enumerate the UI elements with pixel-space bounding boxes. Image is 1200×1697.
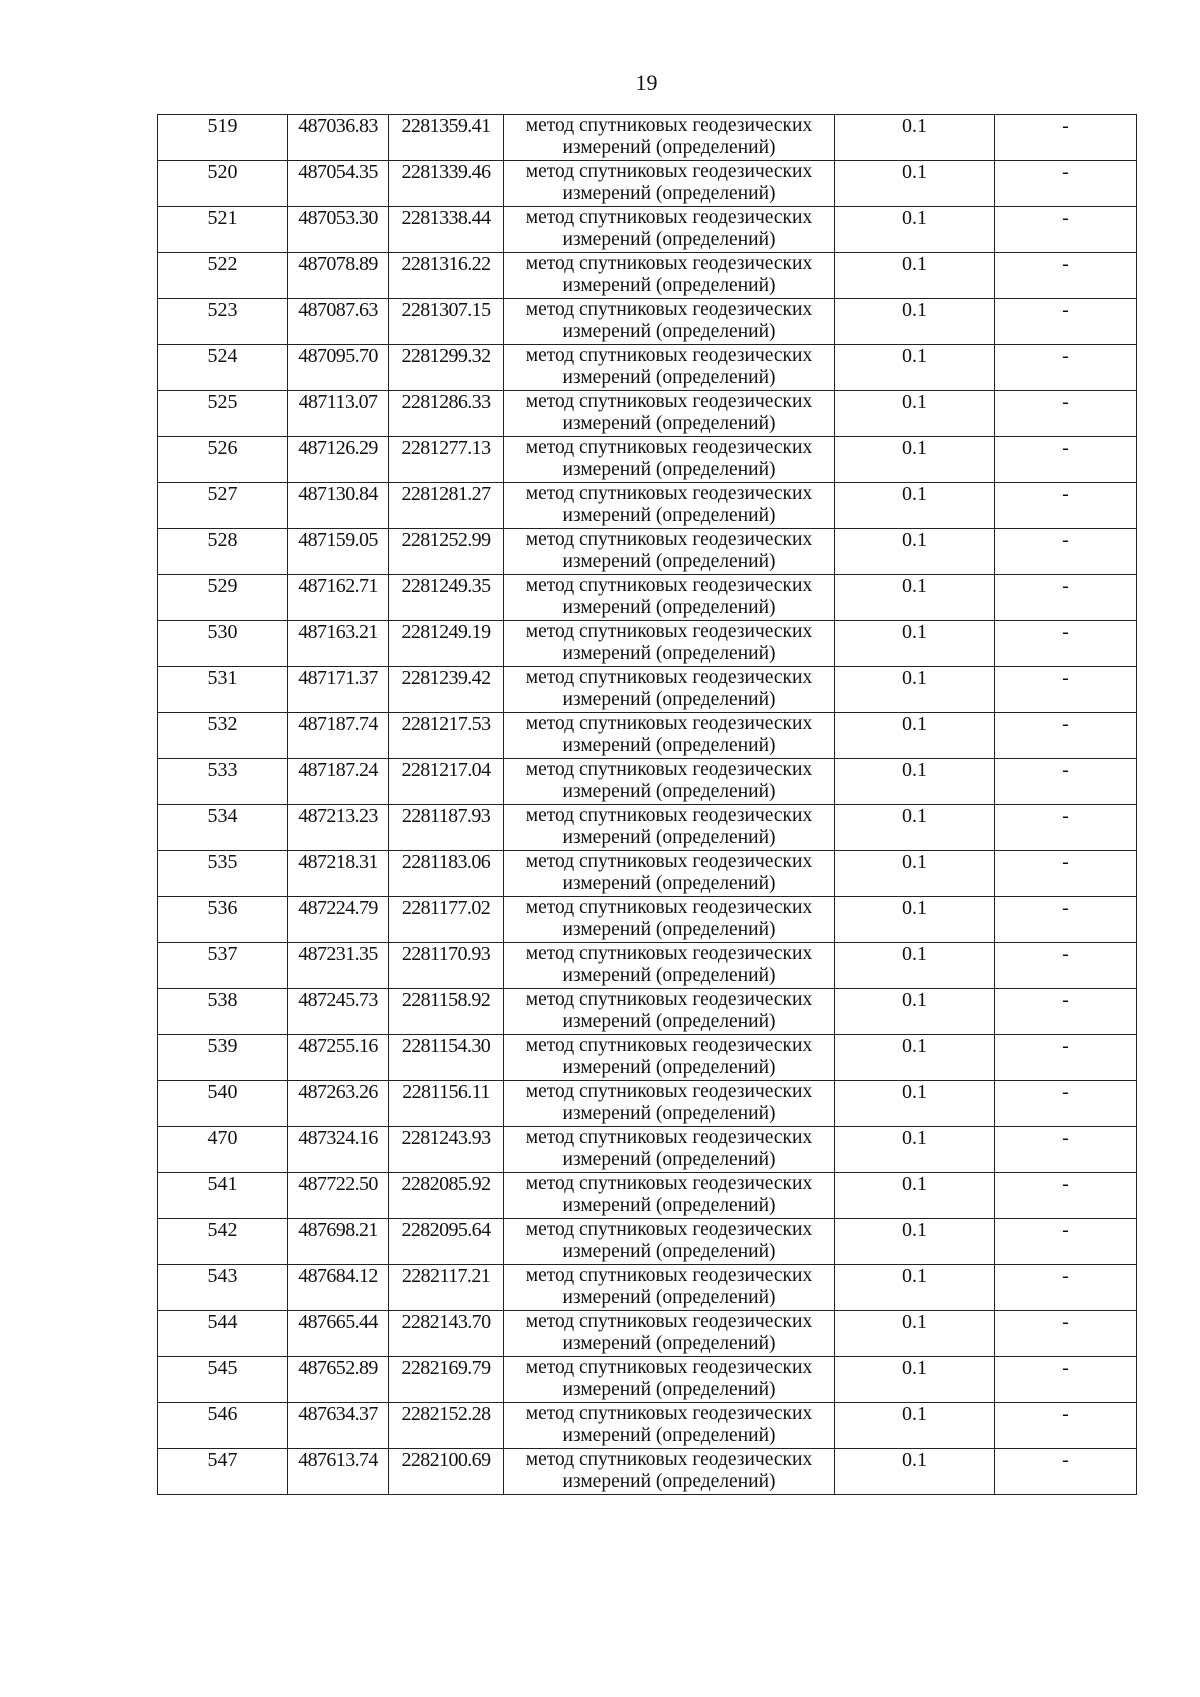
method-cell [504,1035,835,1081]
description-cell: - [995,1127,1137,1173]
x-coordinate-cell: 487126.29 [288,437,389,483]
method-line-2: измерений (определений) [562,275,776,296]
method-line-1: метод спутниковых геодезических [525,805,813,826]
method-line-1: метод спутниковых геодезических [525,713,813,734]
method-cell [504,575,835,621]
method-line-1: метод спутниковых геодезических [525,161,813,182]
method-line-2: измерений (определений) [562,505,776,526]
table-row [158,1173,1137,1219]
description-cell: - [995,1219,1137,1265]
description-cell: - [995,437,1137,483]
method-line-1: метод спутниковых геодезических [525,1449,813,1470]
method-line-1: метод спутниковых геодезических [525,621,813,642]
accuracy-cell: 0.1 [835,1173,995,1219]
description-cell: - [995,897,1137,943]
y-coordinate-cell: 2281183.06 [389,851,504,897]
method-line-1: метод спутниковых геодезических [525,1403,813,1424]
x-coordinate-cell: 487130.84 [288,483,389,529]
table-row [158,805,1137,851]
y-coordinate-cell: 2281158.92 [389,989,504,1035]
x-coordinate-cell: 487263.26 [288,1081,389,1127]
method-line-2: измерений (определений) [562,1011,776,1032]
method-line-1: метод спутниковых геодезических [525,1311,813,1332]
method-cell [504,1219,835,1265]
method-line-2: измерений (определений) [562,1333,776,1354]
x-coordinate-cell: 487613.74 [288,1449,389,1495]
x-coordinate-cell: 487162.71 [288,575,389,621]
accuracy-cell: 0.1 [835,1357,995,1403]
y-coordinate-cell: 2281239.42 [389,667,504,713]
point-number-cell: 540 [158,1081,288,1127]
x-coordinate-cell: 487163.21 [288,621,389,667]
method-cell [504,1403,835,1449]
method-line-1: метод спутниковых геодезических [525,1265,813,1286]
accuracy-cell: 0.1 [835,1403,995,1449]
description-cell: - [995,299,1137,345]
x-coordinate-cell: 487171.37 [288,667,389,713]
x-coordinate-cell: 487053.30 [288,207,389,253]
y-coordinate-cell: 2282169.79 [389,1357,504,1403]
table-row [158,345,1137,391]
accuracy-cell: 0.1 [835,1219,995,1265]
y-coordinate-cell: 2281217.53 [389,713,504,759]
method-cell [504,529,835,575]
accuracy-cell: 0.1 [835,299,995,345]
accuracy-cell: 0.1 [835,713,995,759]
method-line-2: измерений (определений) [562,413,776,434]
method-line-1: метод спутниковых геодезических [525,529,813,550]
accuracy-cell: 0.1 [835,253,995,299]
method-line-1: метод спутниковых геодезических [525,1219,813,1240]
x-coordinate-cell: 487652.89 [288,1357,389,1403]
method-line-1: метод спутниковых геодезических [525,989,813,1010]
y-coordinate-cell: 2282117.21 [389,1265,504,1311]
accuracy-cell: 0.1 [835,1127,995,1173]
method-line-2: измерений (определений) [562,689,776,710]
y-coordinate-cell: 2281281.27 [389,483,504,529]
method-cell [504,1081,835,1127]
method-cell [504,345,835,391]
description-cell: - [995,207,1137,253]
method-cell [504,897,835,943]
point-number-cell: 546 [158,1403,288,1449]
point-number-cell: 519 [158,115,288,161]
y-coordinate-cell: 2282085.92 [389,1173,504,1219]
point-number-cell: 547 [158,1449,288,1495]
table-row [158,391,1137,437]
description-cell: - [995,1449,1137,1495]
point-number-cell: 470 [158,1127,288,1173]
accuracy-cell: 0.1 [835,391,995,437]
method-line-1: метод спутниковых геодезических [525,437,813,458]
description-cell: - [995,1357,1137,1403]
method-line-2: измерений (определений) [562,781,776,802]
point-number-cell: 529 [158,575,288,621]
point-number-cell: 526 [158,437,288,483]
method-cell [504,621,835,667]
y-coordinate-cell: 2281177.02 [389,897,504,943]
method-line-1: метод спутниковых геодезических [525,207,813,228]
table-row [158,1265,1137,1311]
description-cell: - [995,1173,1137,1219]
method-line-2: измерений (определений) [562,1471,776,1492]
point-number-cell: 525 [158,391,288,437]
y-coordinate-cell: 2281359.41 [389,115,504,161]
accuracy-cell: 0.1 [835,529,995,575]
description-cell: - [995,759,1137,805]
method-line-2: измерений (определений) [562,321,776,342]
accuracy-cell: 0.1 [835,1449,995,1495]
method-line-2: измерений (определений) [562,965,776,986]
description-cell: - [995,667,1137,713]
method-line-1: метод спутниковых геодезических [525,299,813,320]
accuracy-cell: 0.1 [835,161,995,207]
method-cell [504,943,835,989]
description-cell: - [995,1311,1137,1357]
description-cell: - [995,989,1137,1035]
point-number-cell: 537 [158,943,288,989]
method-line-2: измерений (определений) [562,1103,776,1124]
table-row [158,621,1137,667]
accuracy-cell: 0.1 [835,1311,995,1357]
description-cell: - [995,1403,1137,1449]
table-row [158,483,1137,529]
point-number-cell: 533 [158,759,288,805]
table-row [158,1357,1137,1403]
table-row [158,1035,1137,1081]
y-coordinate-cell: 2282095.64 [389,1219,504,1265]
accuracy-cell: 0.1 [835,437,995,483]
y-coordinate-cell: 2281249.35 [389,575,504,621]
method-line-1: метод спутниковых геодезических [525,253,813,274]
table-body [158,115,1137,1495]
method-line-2: измерений (определений) [562,1241,776,1262]
x-coordinate-cell: 487036.83 [288,115,389,161]
method-cell [504,1311,835,1357]
method-cell [504,253,835,299]
x-coordinate-cell: 487113.07 [288,391,389,437]
point-number-cell: 524 [158,345,288,391]
method-line-2: измерений (определений) [562,1195,776,1216]
coordinates-table [157,114,1137,1495]
table-row [158,897,1137,943]
point-number-cell: 544 [158,1311,288,1357]
y-coordinate-cell: 2281187.93 [389,805,504,851]
x-coordinate-cell: 487698.21 [288,1219,389,1265]
method-line-2: измерений (определений) [562,919,776,940]
y-coordinate-cell: 2281339.46 [389,161,504,207]
accuracy-cell: 0.1 [835,897,995,943]
x-coordinate-cell: 487078.89 [288,253,389,299]
table-row [158,529,1137,575]
method-cell [504,437,835,483]
method-line-2: измерений (определений) [562,597,776,618]
y-coordinate-cell: 2281286.33 [389,391,504,437]
table-row [158,575,1137,621]
description-cell: - [995,391,1137,437]
point-number-cell: 521 [158,207,288,253]
table-row [158,943,1137,989]
x-coordinate-cell: 487255.16 [288,1035,389,1081]
x-coordinate-cell: 487722.50 [288,1173,389,1219]
method-cell [504,483,835,529]
method-cell [504,759,835,805]
point-number-cell: 543 [158,1265,288,1311]
point-number-cell: 527 [158,483,288,529]
table-row [158,207,1137,253]
method-line-2: измерений (определений) [562,183,776,204]
accuracy-cell: 0.1 [835,759,995,805]
y-coordinate-cell: 2281154.30 [389,1035,504,1081]
accuracy-cell: 0.1 [835,345,995,391]
method-line-1: метод спутниковых геодезических [525,759,813,780]
method-cell [504,1449,835,1495]
method-line-2: измерений (определений) [562,1425,776,1446]
accuracy-cell: 0.1 [835,115,995,161]
method-cell [504,207,835,253]
table-row [158,1081,1137,1127]
method-line-2: измерений (определений) [562,137,776,158]
point-number-cell: 541 [158,1173,288,1219]
x-coordinate-cell: 487187.74 [288,713,389,759]
table-row [158,1311,1137,1357]
x-coordinate-cell: 487187.24 [288,759,389,805]
description-cell: - [995,529,1137,575]
description-cell: - [995,805,1137,851]
method-cell [504,391,835,437]
accuracy-cell: 0.1 [835,989,995,1035]
description-cell: - [995,1035,1137,1081]
method-line-1: метод спутниковых геодезических [525,897,813,918]
accuracy-cell: 0.1 [835,575,995,621]
point-number-cell: 545 [158,1357,288,1403]
method-line-2: измерений (определений) [562,367,776,388]
table-row [158,713,1137,759]
table-row [158,115,1137,161]
accuracy-cell: 0.1 [835,207,995,253]
method-cell [504,115,835,161]
method-line-2: измерений (определений) [562,459,776,480]
method-line-1: метод спутниковых геодезических [525,575,813,596]
point-number-cell: 520 [158,161,288,207]
accuracy-cell: 0.1 [835,667,995,713]
description-cell: - [995,713,1137,759]
y-coordinate-cell: 2281338.44 [389,207,504,253]
point-number-cell: 530 [158,621,288,667]
method-line-2: измерений (определений) [562,1287,776,1308]
method-line-1: метод спутниковых геодезических [525,345,813,366]
y-coordinate-cell: 2281299.32 [389,345,504,391]
x-coordinate-cell: 487218.31 [288,851,389,897]
description-cell: - [995,253,1137,299]
method-cell [504,805,835,851]
y-coordinate-cell: 2282152.28 [389,1403,504,1449]
x-coordinate-cell: 487634.37 [288,1403,389,1449]
description-cell: - [995,851,1137,897]
accuracy-cell: 0.1 [835,621,995,667]
x-coordinate-cell: 487324.16 [288,1127,389,1173]
table-row [158,253,1137,299]
y-coordinate-cell: 2281316.22 [389,253,504,299]
point-number-cell: 536 [158,897,288,943]
x-coordinate-cell: 487213.23 [288,805,389,851]
method-line-1: метод спутниковых геодезических [525,851,813,872]
y-coordinate-cell: 2281217.04 [389,759,504,805]
point-number-cell: 538 [158,989,288,1035]
method-cell [504,851,835,897]
point-number-cell: 539 [158,1035,288,1081]
method-line-1: метод спутниковых геодезических [525,1081,813,1102]
method-line-2: измерений (определений) [562,1057,776,1078]
y-coordinate-cell: 2281307.15 [389,299,504,345]
accuracy-cell: 0.1 [835,943,995,989]
x-coordinate-cell: 487159.05 [288,529,389,575]
x-coordinate-cell: 487095.70 [288,345,389,391]
method-line-1: метод спутниковых геодезических [525,1035,813,1056]
method-line-2: измерений (определений) [562,643,776,664]
method-line-2: измерений (определений) [562,873,776,894]
table-row [158,1219,1137,1265]
description-cell: - [995,621,1137,667]
y-coordinate-cell: 2281170.93 [389,943,504,989]
table-row [158,161,1137,207]
table-row [158,1127,1137,1173]
description-cell: - [995,483,1137,529]
description-cell: - [995,115,1137,161]
method-line-1: метод спутниковых геодезических [525,667,813,688]
description-cell: - [995,1081,1137,1127]
description-cell: - [995,1265,1137,1311]
method-line-1: метод спутниковых геодезических [525,391,813,412]
y-coordinate-cell: 2282100.69 [389,1449,504,1495]
y-coordinate-cell: 2281277.13 [389,437,504,483]
accuracy-cell: 0.1 [835,851,995,897]
method-line-1: метод спутниковых геодезических [525,483,813,504]
method-line-1: метод спутниковых геодезических [525,1173,813,1194]
method-cell [504,989,835,1035]
point-number-cell: 523 [158,299,288,345]
point-number-cell: 542 [158,1219,288,1265]
accuracy-cell: 0.1 [835,805,995,851]
x-coordinate-cell: 487224.79 [288,897,389,943]
method-line-1: метод спутниковых геодезических [525,1127,813,1148]
table-row [158,667,1137,713]
method-cell [504,1265,835,1311]
y-coordinate-cell: 2282143.70 [389,1311,504,1357]
y-coordinate-cell: 2281252.99 [389,529,504,575]
point-number-cell: 522 [158,253,288,299]
y-coordinate-cell: 2281156.11 [389,1081,504,1127]
table-row [158,759,1137,805]
table-row [158,437,1137,483]
point-number-cell: 534 [158,805,288,851]
point-number-cell: 528 [158,529,288,575]
method-cell [504,713,835,759]
description-cell: - [995,345,1137,391]
table-row [158,299,1137,345]
y-coordinate-cell: 2281249.19 [389,621,504,667]
description-cell: - [995,575,1137,621]
table-row [158,851,1137,897]
method-line-2: измерений (определений) [562,827,776,848]
y-coordinate-cell: 2281243.93 [389,1127,504,1173]
method-line-1: метод спутниковых геодезических [525,943,813,964]
x-coordinate-cell: 487087.63 [288,299,389,345]
method-cell [504,161,835,207]
description-cell: - [995,161,1137,207]
method-cell [504,1173,835,1219]
accuracy-cell: 0.1 [835,483,995,529]
x-coordinate-cell: 487245.73 [288,989,389,1035]
accuracy-cell: 0.1 [835,1035,995,1081]
point-number-cell: 535 [158,851,288,897]
table-row [158,1449,1137,1495]
x-coordinate-cell: 487684.12 [288,1265,389,1311]
table-row [158,1403,1137,1449]
point-number-cell: 532 [158,713,288,759]
method-cell [504,1127,835,1173]
x-coordinate-cell: 487054.35 [288,161,389,207]
method-line-2: измерений (определений) [562,1149,776,1170]
method-line-1: метод спутниковых геодезических [525,115,813,136]
table-row [158,989,1137,1035]
page-number: 19 [635,70,658,95]
method-cell [504,1357,835,1403]
method-line-1: метод спутниковых геодезических [525,1357,813,1378]
method-cell [504,299,835,345]
method-line-2: измерений (определений) [562,551,776,572]
description-cell: - [995,943,1137,989]
x-coordinate-cell: 487231.35 [288,943,389,989]
accuracy-cell: 0.1 [835,1265,995,1311]
point-number-cell: 531 [158,667,288,713]
method-line-2: измерений (определений) [562,1379,776,1400]
accuracy-cell: 0.1 [835,1081,995,1127]
method-cell [504,667,835,713]
method-line-2: измерений (определений) [562,735,776,756]
x-coordinate-cell: 487665.44 [288,1311,389,1357]
method-line-2: измерений (определений) [562,229,776,250]
